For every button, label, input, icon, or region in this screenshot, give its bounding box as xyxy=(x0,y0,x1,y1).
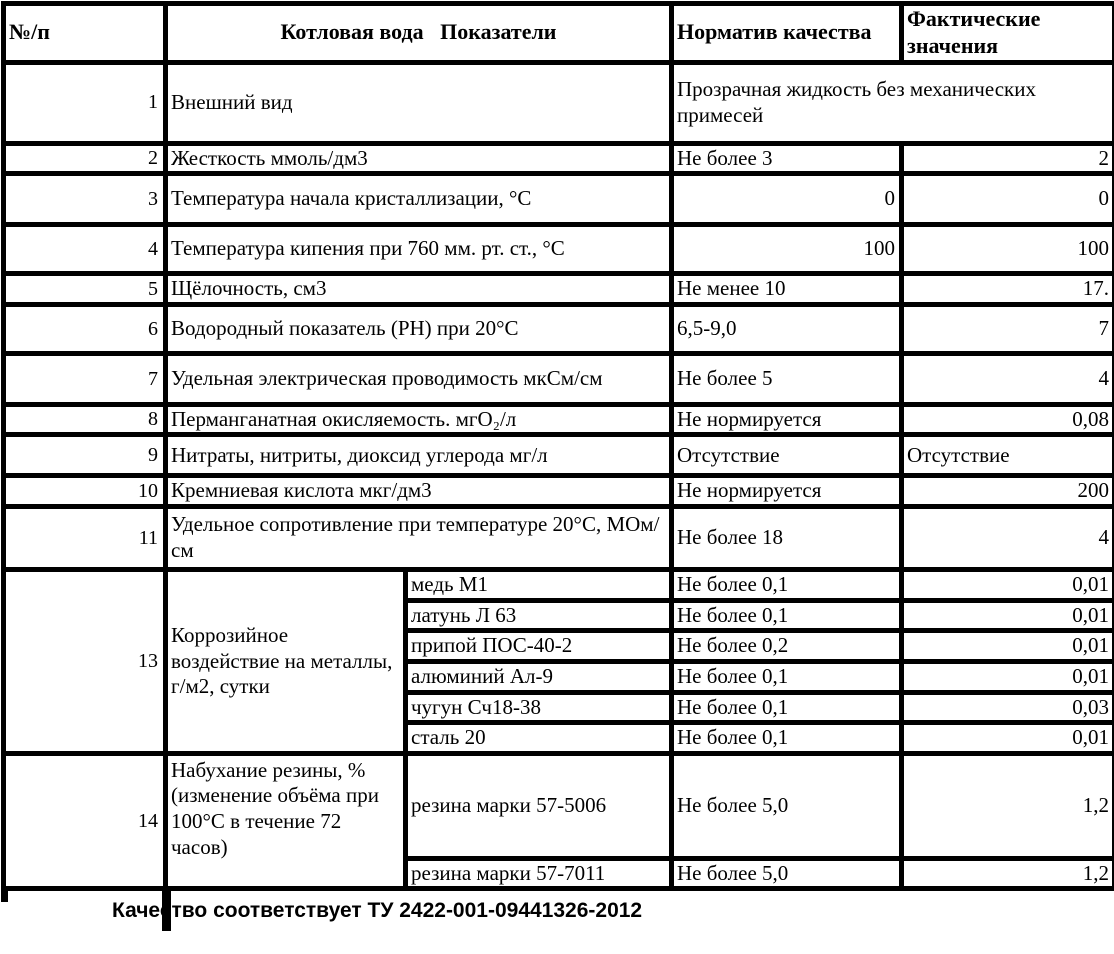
fact-cell: 0,08 xyxy=(902,404,1114,435)
norm-cell: Не нормируется xyxy=(672,476,902,507)
quality-note: Качество соответствует ТУ 2422-001-09441326-2012 xyxy=(112,899,643,923)
indicator-cell: Водородный показатель (РН) при 20°С xyxy=(166,304,672,353)
indicator-cell: Нитраты, нитриты, диоксид углерода мг/л xyxy=(166,435,672,476)
indicator-cell: Температура начала кристаллизации, °С xyxy=(166,174,672,225)
metal-cell: припой ПОС-40-2 xyxy=(406,631,672,662)
indicator-cell: Перманганатная окисляемость. мгО₂/л xyxy=(166,404,672,435)
row-number-cell: 7 xyxy=(4,353,166,404)
norm-cell: Не более 18 xyxy=(672,507,902,570)
fact-cell: 0,01 xyxy=(902,600,1114,631)
fact-cell: 1,2 xyxy=(902,753,1114,858)
fact-cell: 0,03 xyxy=(902,692,1114,723)
rubber-cell: резина марки 57-7011 xyxy=(406,858,672,889)
norm-cell: Не менее 10 xyxy=(672,274,902,305)
fact-cell: 1,2 xyxy=(902,858,1114,889)
norm-cell: 6,5-9,0 xyxy=(672,304,902,353)
table-row xyxy=(4,404,1114,435)
fact-cell: 0,01 xyxy=(902,661,1114,692)
indicator-cell: Удельная электрическая проводимость мкСм/см xyxy=(166,353,672,404)
row-number-cell: 13 xyxy=(4,570,166,754)
header-cell-fact: Фактические значения xyxy=(902,4,1114,63)
norm-cell: Не более 0,1 xyxy=(672,661,902,692)
row-number-cell: 2 xyxy=(4,143,166,174)
indicator-cell: Внешний вид xyxy=(166,62,672,143)
rubber-cell: резина марки 57-5006 xyxy=(406,753,672,858)
metal-cell: сталь 20 xyxy=(406,723,672,754)
indicator-cell: Набухание резины, % (изменение объёма при 100°С в течение 72 часов) xyxy=(166,753,406,889)
table-row xyxy=(4,62,1114,143)
norm-cell: Не более 0,2 xyxy=(672,631,902,662)
table-row xyxy=(4,570,1114,601)
row-number-cell: 11 xyxy=(4,507,166,570)
row-number-cell: 10 xyxy=(4,476,166,507)
fact-cell: 17. xyxy=(902,274,1114,305)
fact-cell: 7 xyxy=(902,304,1114,353)
fact-cell: 0,01 xyxy=(902,570,1114,601)
left-border-stub xyxy=(1,891,8,902)
metal-cell: латунь Л 63 xyxy=(406,600,672,631)
row-number-cell: 8 xyxy=(4,404,166,435)
indicator-cell: Кремниевая кислота мкг/дм3 xyxy=(166,476,672,507)
fact-cell: 4 xyxy=(902,353,1114,404)
table-row xyxy=(4,476,1114,507)
table-row xyxy=(4,174,1114,225)
fact-cell: 4 xyxy=(902,507,1114,570)
table-footer-area xyxy=(1,891,1112,931)
norm-cell: Отсутствие xyxy=(672,435,902,476)
norm-cell: Не более 3 xyxy=(672,143,902,174)
table-row xyxy=(4,274,1114,305)
indicator-cell: Жесткость ммоль/дм3 xyxy=(166,143,672,174)
table-row xyxy=(4,753,1114,858)
row-number-cell: 1 xyxy=(4,62,166,143)
fact-cell: 200 xyxy=(902,476,1114,507)
header-cell-number: №/п xyxy=(4,4,166,63)
indicator-cell: Коррозийное воздействие на металлы, г/м2, сутки xyxy=(166,570,406,754)
indicator-cell: Удельное сопротивление при температуре 20°С, МОм/см xyxy=(166,507,672,570)
row-number-cell: 4 xyxy=(4,225,166,274)
metal-cell: медь М1 xyxy=(406,570,672,601)
norm-cell: Не нормируется xyxy=(672,404,902,435)
norm-cell: Не более 5,0 xyxy=(672,753,902,858)
header-cell-norm: Норматив качества xyxy=(672,4,902,63)
table-row xyxy=(4,304,1114,353)
document-sheet xyxy=(1,1,1112,931)
norm-cell: Не более 5 xyxy=(672,353,902,404)
norm-cell: 0 xyxy=(672,174,902,225)
fact-cell: Отсутствие xyxy=(902,435,1114,476)
fact-cell: 0,01 xyxy=(902,723,1114,754)
table-header-row xyxy=(4,4,1114,63)
norm-cell: Не более 0,1 xyxy=(672,723,902,754)
table-row xyxy=(4,143,1114,174)
indicator-cell: Щёлочность, см3 xyxy=(166,274,672,305)
table-row xyxy=(4,507,1114,570)
norm-cell: Не более 0,1 xyxy=(672,600,902,631)
row-number-cell: 3 xyxy=(4,174,166,225)
norm-cell: 100 xyxy=(672,225,902,274)
norm-cell: Не более 5,0 xyxy=(672,858,902,889)
header-cell-indicator: Котловая вода Показатели xyxy=(166,4,672,63)
row-number-cell: 5 xyxy=(4,274,166,305)
fact-cell: 0,01 xyxy=(902,631,1114,662)
fact-cell: 100 xyxy=(902,225,1114,274)
table-row xyxy=(4,225,1114,274)
norm-cell: Не более 0,1 xyxy=(672,570,902,601)
merged-value-cell: Прозрачная жидкость без механических примесей xyxy=(672,62,1114,143)
fact-cell: 0 xyxy=(902,174,1114,225)
norm-cell: Не более 0,1 xyxy=(672,692,902,723)
indicator-cell: Температура кипения при 760 мм. рт. ст., °С xyxy=(166,225,672,274)
row-number-cell: 14 xyxy=(4,753,166,889)
metal-cell: алюминий Ал-9 xyxy=(406,661,672,692)
fact-cell: 2 xyxy=(902,143,1114,174)
table-row xyxy=(4,353,1114,404)
row-number-cell: 9 xyxy=(4,435,166,476)
row-number-cell: 6 xyxy=(4,304,166,353)
metal-cell: чугун Сч18-38 xyxy=(406,692,672,723)
table-row xyxy=(4,435,1114,476)
water-quality-table xyxy=(1,1,1114,891)
